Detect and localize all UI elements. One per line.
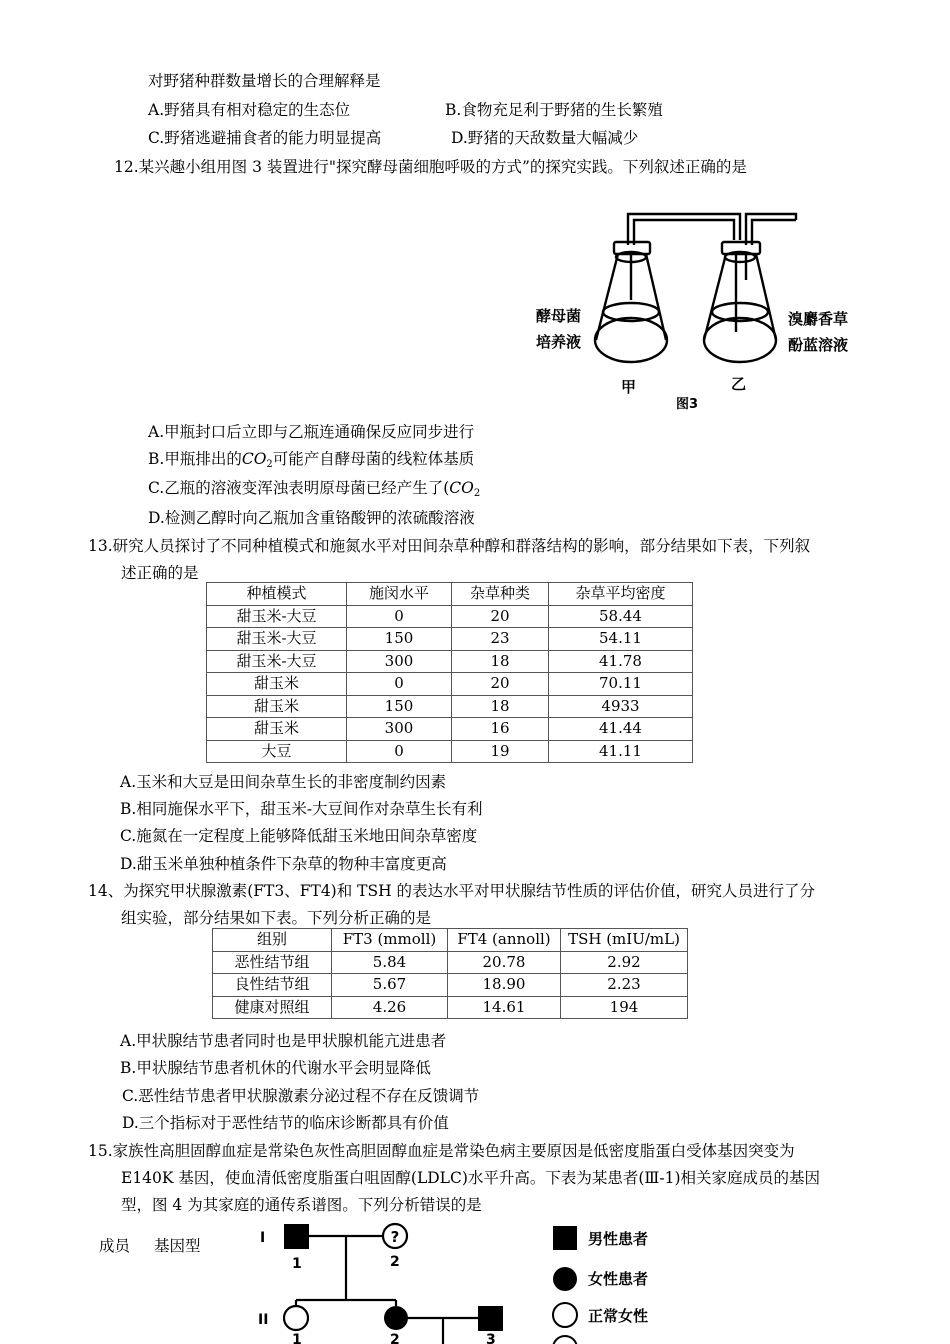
q13-stem-line1: 13.研究人员探讨了不同种植模式和施氮水平对田间杂草种醇和群落结构的影响，部分结果如下表，下列叙 <box>88 537 811 555</box>
table-cell: 甜玉米-大豆 <box>207 628 347 651</box>
table-cell: 大豆 <box>207 740 347 763</box>
pedigree-ii3-affected-male <box>478 1306 503 1331</box>
table-cell: 20.78 <box>448 951 561 974</box>
table-cell: 18 <box>452 650 549 673</box>
table-cell: 18.90 <box>448 974 561 997</box>
q15-stem-line2: E140K 基因，使血清低密度脂蛋白咀固醇(LDLC)水平升高。下表为某患者(Ⅲ-1)相关家庭成员的基因 <box>121 1169 821 1187</box>
q13-option-c: C.施氮在一定程度上能够降低甜玉米地田间杂草密度 <box>120 827 478 845</box>
table-cell: 300 <box>347 718 452 741</box>
q13-option-b: B.相同施保水平下，甜玉米-大豆间作对杂草生长有利 <box>120 800 483 818</box>
q15-stem-line1: 15.家族性高胆固醇血症是常染色灰性高胆固醇血症是常染色病主要原因是低密度脂蛋白受体基因突变为 <box>88 1142 795 1160</box>
table-cell: 2.92 <box>561 951 688 974</box>
q14-option-b: B.甲状腺结节患者机休的代谢水平会明显降低 <box>120 1059 431 1077</box>
table-cell: 150 <box>347 695 452 718</box>
q13-option-d: D.甜玉米单独种植条件下杂草的物种丰富度更高 <box>120 855 447 873</box>
figure-4-pedigree <box>250 1218 520 1344</box>
q15-col-genotype: 基因型 <box>154 1237 201 1255</box>
q11-option-c: C.野猪逃避捕食者的能力明显提高 <box>148 129 382 147</box>
q14-stem-line2: 组实验，部分结果如下表。下列分析正确的是 <box>121 909 432 927</box>
table-cell: 150 <box>347 628 452 651</box>
table-cell: 58.44 <box>549 605 693 628</box>
legend-female-patient-symbol <box>553 1267 577 1291</box>
pedigree-i1-number: 1 <box>292 1256 302 1272</box>
pedigree-ii1-normal-female <box>284 1306 308 1330</box>
legend-next-symbol <box>553 1336 577 1344</box>
q14-header-cell: FT4 (annoll) <box>448 929 561 952</box>
table-cell: 41.44 <box>549 718 693 741</box>
table-cell: 4933 <box>549 695 693 718</box>
pedigree-gen-i: I <box>260 1230 266 1246</box>
table-cell: 300 <box>347 650 452 673</box>
table-cell: 4.26 <box>332 996 448 1019</box>
table-cell: 甜玉米 <box>207 718 347 741</box>
table-cell: 甜玉米-大豆 <box>207 605 347 628</box>
table-row <box>207 695 693 718</box>
pedigree-ii3-number: 3 <box>486 1332 496 1344</box>
q14-header-cell: TSH (mIU/mL) <box>561 929 688 952</box>
pedigree-gen-ii: II <box>258 1312 269 1328</box>
table-cell: 41.78 <box>549 650 693 673</box>
legend-normal-female-symbol <box>553 1303 577 1327</box>
table-cell: 194 <box>561 996 688 1019</box>
table-cell: 54.11 <box>549 628 693 651</box>
q14-option-a: A.甲状腺结节患者同时也是甲状腺机能亢进患者 <box>120 1032 447 1050</box>
q11-option-d: D.野猪的天敌数量大幅减少 <box>451 129 639 147</box>
q15-stem-line3: 型，图 4 为其家庭的通传系谱图。下列分析错误的是 <box>121 1196 482 1214</box>
fig3-flask-a-label: 甲 <box>621 378 637 396</box>
table-header-row <box>207 583 693 606</box>
pedigree-ii2-affected-female <box>384 1306 408 1330</box>
q13-header-cell: 种植模式 <box>207 583 347 606</box>
q13-stem-line2: 述正确的是 <box>121 564 199 582</box>
q13-table <box>206 582 693 763</box>
table-row <box>207 673 693 696</box>
q13-header-cell: 杂草种类 <box>452 583 549 606</box>
q14-header-cell: 组别 <box>213 929 332 952</box>
q15-col-member: 成员 <box>99 1237 131 1255</box>
legend-male-patient-symbol <box>553 1226 577 1250</box>
table-cell: 5.84 <box>332 951 448 974</box>
q13-header-cell: 施闵水平 <box>347 583 452 606</box>
q13-header-cell: 杂草平均密度 <box>549 583 693 606</box>
table-cell: 2.23 <box>561 974 688 997</box>
table-cell: 甜玉米 <box>207 695 347 718</box>
table-cell: 恶性结节组 <box>213 951 332 974</box>
table-row <box>207 740 693 763</box>
pedigree-legend <box>548 1222 678 1344</box>
table-cell: 41.11 <box>549 740 693 763</box>
q14-stem-line1: 14、为探究甲状腺激素(FT3、FT4)和 TSH 的表达水平对甲状腺结节性质的评估价值，研究人员进行了分 <box>88 882 816 900</box>
table-cell: 甜玉米-大豆 <box>207 650 347 673</box>
table-row <box>213 996 688 1019</box>
pedigree-ii2-number: 2 <box>390 1332 400 1344</box>
fig3-right-label-2: 酚蓝溶液 <box>788 336 849 354</box>
q14-table <box>212 928 688 1019</box>
table-row <box>207 605 693 628</box>
pedigree-i2-number: 2 <box>390 1254 400 1270</box>
fig3-left-label-2: 培养液 <box>536 333 582 351</box>
figure-3-apparatus <box>520 200 880 420</box>
table-row <box>207 628 693 651</box>
table-cell: 14.61 <box>448 996 561 1019</box>
table-cell: 19 <box>452 740 549 763</box>
pedigree-i1-affected-male <box>284 1224 309 1249</box>
q11-option-b: B.食物充足利于野猪的生长繁殖 <box>445 101 663 119</box>
pedigree-ii1-number: 1 <box>292 1332 302 1344</box>
table-row <box>213 951 688 974</box>
q13-option-a: A.玉米和大豆是田间杂草生长的非密度制约因素 <box>120 773 447 791</box>
fig3-flask-b-label: 乙 <box>731 375 747 393</box>
q14-option-d: D.三个指标对于恶性结节的临床诊断都具有价值 <box>122 1114 449 1132</box>
table-cell: 0 <box>347 605 452 628</box>
q12-option-b: B.甲瓶排出的$CO_2$可能产自酵母菌的线粒体基质 <box>148 450 475 470</box>
table-cell: 良性结节组 <box>213 974 332 997</box>
table-row <box>207 718 693 741</box>
q12-option-c: C.乙瓶的溶液变浑浊表明原母菌已经产生了($CO_2$ <box>148 479 481 499</box>
table-cell: 16 <box>452 718 549 741</box>
q12-option-d: D.检测乙醇时向乙瓶加含重铬酸钾的浓硫酸溶液 <box>148 509 475 527</box>
legend-male-patient: 男性患者 <box>588 1230 649 1248</box>
table-row <box>213 974 688 997</box>
fig3-caption: 图3 <box>676 397 699 412</box>
table-cell: 5.67 <box>332 974 448 997</box>
q14-option-c: C.恶性结节患者甲状腺激素分泌过程不存在反馈调节 <box>122 1087 480 1105</box>
legend-female-patient: 女性患者 <box>588 1270 649 1288</box>
table-cell: 20 <box>452 605 549 628</box>
table-cell: 23 <box>452 628 549 651</box>
fig3-right-label-1: 溴麝香草 <box>788 310 849 328</box>
table-header-row <box>213 929 688 952</box>
table-cell: 0 <box>347 740 452 763</box>
q12-stem: 12.某兴趣小组用图 3 装置进行"探究酵母菌细胞呼吸的方式”的探究实践。下列叙述正确的是 <box>114 158 747 176</box>
table-cell: 健康对照组 <box>213 996 332 1019</box>
q11-stem-tail: 对野猪种群数量增长的合理解释是 <box>148 72 381 90</box>
table-cell: 甜玉米 <box>207 673 347 696</box>
q14-header-cell: FT3 (mmoll) <box>332 929 448 952</box>
table-cell: 18 <box>452 695 549 718</box>
table-cell: 20 <box>452 673 549 696</box>
q11-option-a: A.野猪具有相对稳定的生态位 <box>148 101 351 119</box>
table-row <box>207 650 693 673</box>
legend-normal-female: 正常女性 <box>588 1307 649 1325</box>
table-cell: 70.11 <box>549 673 693 696</box>
q12-option-a: A.甲瓶封口后立即与乙瓶连通确保反应同步进行 <box>148 423 475 441</box>
table-cell: 0 <box>347 673 452 696</box>
fig3-left-label-1: 酵母菌 <box>536 307 582 325</box>
pedigree-unknown-mark: ? <box>390 1228 400 1246</box>
